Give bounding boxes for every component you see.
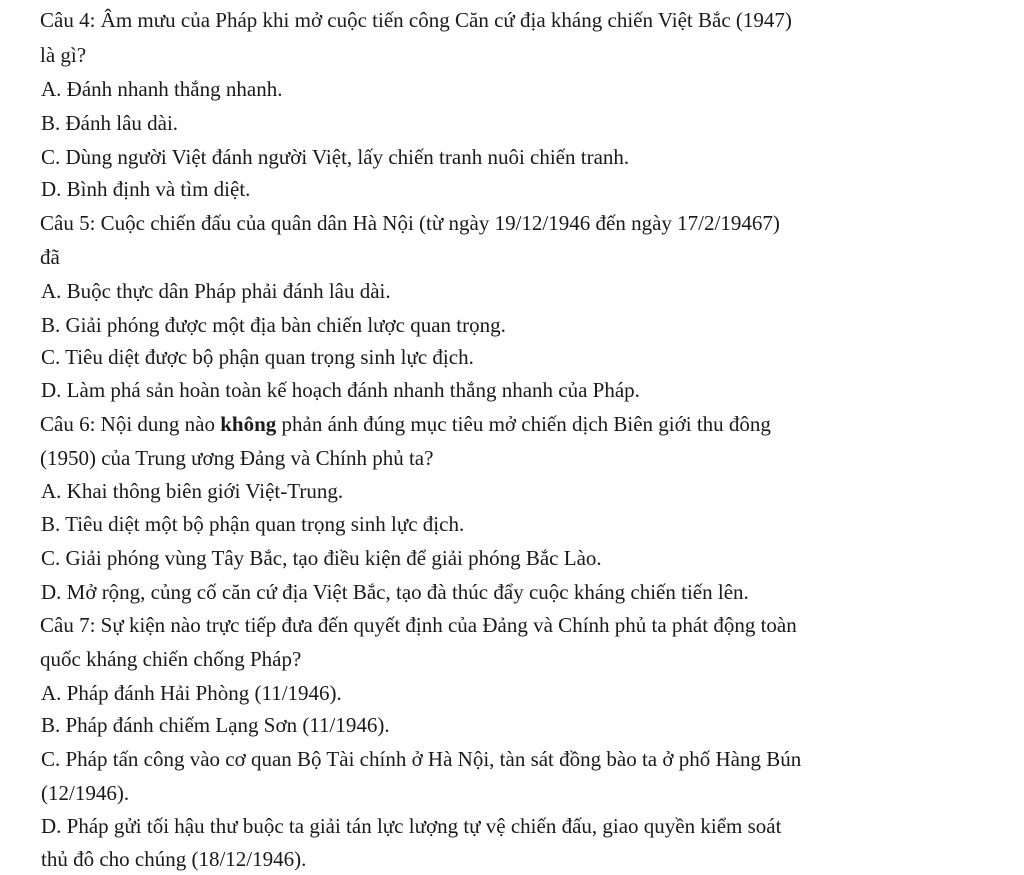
question-4-option-d: D. Bình định và tìm diệt.	[41, 177, 251, 201]
question-6-stem-suffix: phản ánh đúng mục tiêu mở chiến dịch Biên giới thu đông	[276, 412, 771, 436]
question-6-option-d: D. Mở rộng, củng cố căn cứ địa Việt Bắc, tạo đà thúc đẩy cuộc kháng chiến tiến lên.	[41, 580, 749, 604]
question-5-option-d: D. Làm phá sản hoàn toàn kế hoạch đánh nhanh thắng nhanh của Pháp.	[41, 378, 640, 402]
question-5-option-b: B. Giải phóng được một địa bàn chiến lược quan trọng.	[41, 313, 506, 337]
question-6-stem	[40, 408, 771, 440]
question-7-option-c: C. Pháp tấn công vào cơ quan Bộ Tài chính ở Hà Nội, tàn sát đồng bào ta ở phố Hàng Bún	[41, 747, 802, 771]
question-5-stem: Câu 5: Cuộc chiến đấu của quân dân Hà Nội (từ ngày 19/12/1946 đến ngày 17/2/19467)	[40, 211, 780, 235]
question-6-option-c: C. Giải phóng vùng Tây Bắc, tạo điều kiện để giải phóng Bắc Lào.	[41, 546, 602, 570]
question-7-option-d: D. Pháp gửi tối hậu thư buộc ta giải tán lực lượng tự vệ chiến đấu, giao quyền kiểm soát	[41, 814, 782, 838]
question-4-option-a: A. Đánh nhanh thắng nhanh.	[41, 77, 283, 101]
question-6-stem-continued: (1950) của Trung ương Đảng và Chính phủ ta?	[40, 446, 434, 470]
question-4-stem: Câu 4: Âm mưu của Pháp khi mở cuộc tiến công Căn cứ địa kháng chiến Việt Bắc (1947)	[40, 8, 792, 32]
question-4-option-b: B. Đánh lâu dài.	[41, 111, 179, 135]
question-5-option-c: C. Tiêu diệt được bộ phận quan trọng sinh lực địch.	[41, 345, 474, 369]
question-6-option-b: B. Tiêu diệt một bộ phận quan trọng sinh lực địch.	[41, 512, 465, 536]
question-4-stem-continued: là gì?	[40, 43, 87, 67]
question-7-option-a: A. Pháp đánh Hải Phòng (11/1946).	[41, 681, 342, 705]
question-5-stem-continued: đã	[40, 245, 60, 269]
question-6-option-a: A. Khai thông biên giới Việt-Trung.	[41, 479, 344, 503]
question-7-option-b: B. Pháp đánh chiếm Lạng Sơn (11/1946).	[41, 713, 390, 737]
question-6-stem-emphasis: không	[220, 412, 277, 436]
question-6-stem-prefix: Câu 6: Nội dung nào	[40, 412, 221, 436]
question-7-option-c-continued: (12/1946).	[41, 781, 130, 805]
question-5-option-a: A. Buộc thực dân Pháp phải đánh lâu dài.	[41, 279, 391, 303]
question-7-stem: Câu 7: Sự kiện nào trực tiếp đưa đến quyết định của Đảng và Chính phủ ta phát động toàn	[40, 613, 797, 637]
question-7-option-d-continued: thủ đô cho chúng (18/12/1946).	[41, 847, 307, 871]
question-7-stem-continued: quốc kháng chiến chống Pháp?	[40, 647, 302, 671]
question-4-option-c: C. Dùng người Việt đánh người Việt, lấy chiến tranh nuôi chiến tranh.	[41, 145, 630, 169]
